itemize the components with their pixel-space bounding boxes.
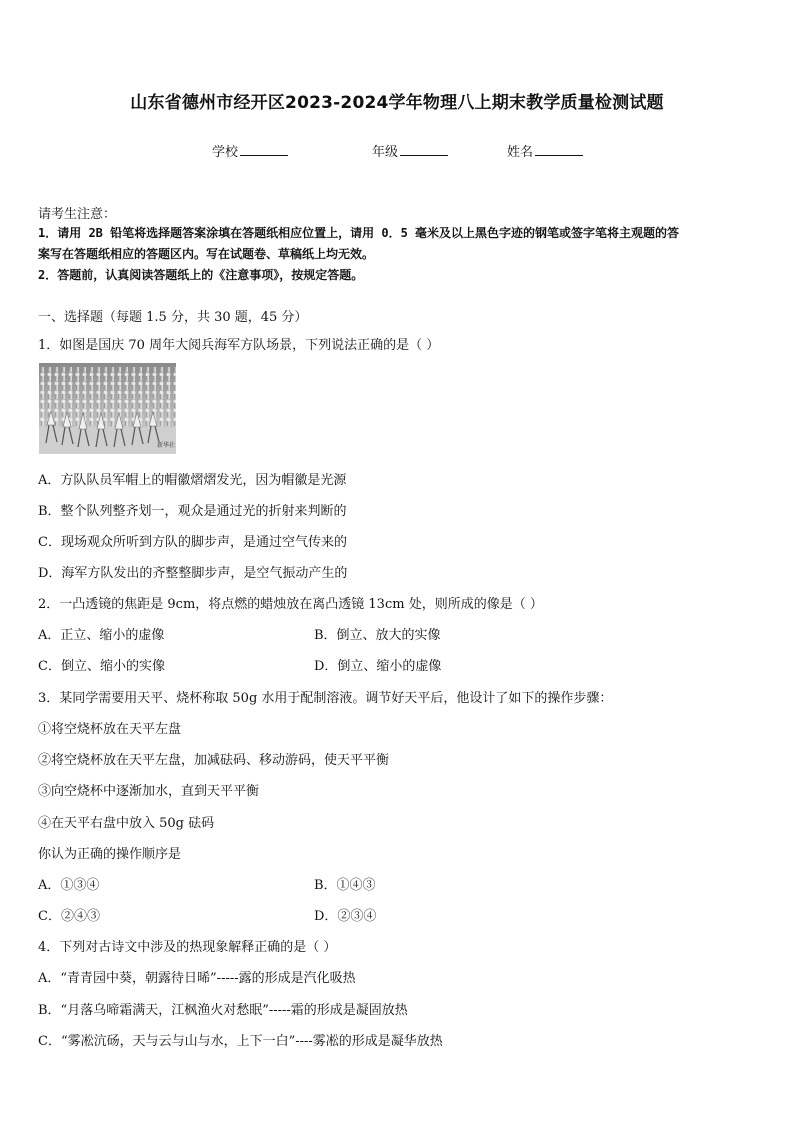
q3-stem: 3．某同学需要用天平、烧杯称取 50g 水用于配制溶液。调节好天平后，他设计了如下的操作步骤： — [38, 691, 613, 706]
school-blank[interactable] — [240, 142, 288, 156]
q4-stem: 4．下列对古诗文中涉及的热现象解释正确的是（ ） — [38, 940, 337, 955]
q4-option-c[interactable]: C．“雾凇沆砀，天与云与山与水，上下一白”----雾凇的形成是凝华放热 — [38, 1034, 443, 1049]
name-blank[interactable] — [535, 142, 583, 156]
notice-line-1a: 1．请用 2B 铅笔将选择题答案涂填在答题纸相应位置上，请用 0．5 毫米及以上黑色字迹的钢笔或签字笔将主观题的答 — [38, 226, 680, 240]
parade-image — [39, 363, 176, 454]
q3-option-d[interactable]: D．②③④ — [314, 909, 377, 924]
q1-option-c[interactable]: C．现场观众所听到方队的脚步声，是通过空气传来的 — [38, 535, 347, 550]
q1-option-a[interactable]: A．方队队员军帽上的帽徽熠熠发光，因为帽徽是光源 — [38, 473, 347, 488]
grade-field[interactable] — [372, 141, 448, 160]
notice-heading: 请考生注意： — [38, 207, 117, 222]
q2-option-c[interactable]: C．倒立、缩小的实像 — [38, 659, 165, 674]
photo-caption: 新华社 — [157, 442, 176, 449]
school-field[interactable] — [212, 141, 288, 160]
q3-option-c[interactable]: C．②④③ — [38, 909, 100, 924]
name-label: 姓名 — [507, 145, 534, 160]
q3-step-4: ④在天平右盘中放入 50g 砝码 — [38, 816, 215, 831]
q1-option-d[interactable]: D．海军方队发出的齐整整脚步声，是空气振动产生的 — [38, 566, 348, 581]
q4-option-a[interactable]: A．“青青园中葵，朝露待日晞”-----露的形成是汽化吸热 — [38, 971, 356, 986]
q1-stem: 1．如图是国庆 70 周年大阅兵海军方队场景，下列说法正确的是（ ） — [38, 338, 440, 353]
q2-option-a[interactable]: A．正立、缩小的虚像 — [38, 628, 165, 643]
q3-step-2: ②将空烧杯放在天平左盘，加减砝码、移动游码，使天平平衡 — [38, 753, 390, 768]
notice-line-1b: 案写在答题纸相应的答题区内。写在试题卷、草稿纸上均无效。 — [38, 247, 375, 261]
q2-stem: 2．一凸透镜的焦距是 9cm，将点燃的蜡烛放在离凸透镜 13cm 处，则所成的像是（ ） — [38, 597, 543, 612]
section-heading: 一、选择题（每题 1.5 分，共 30 题，45 分） — [38, 310, 308, 325]
q1-photo — [39, 363, 176, 454]
page-title: 山东省德州市经开区2023-2024学年物理八上期末教学质量检测试题 — [130, 93, 664, 113]
q3-step-3: ③向空烧杯中逐渐加水，直到天平平衡 — [38, 784, 260, 799]
school-label: 学校 — [212, 145, 239, 160]
grade-blank[interactable] — [400, 142, 448, 156]
q3-option-a[interactable]: A．①③④ — [38, 878, 100, 893]
q4-option-b[interactable]: B．“月落乌啼霜满天，江枫渔火对愁眠”-----霜的形成是凝固放热 — [38, 1003, 408, 1018]
q3-step-1: ①将空烧杯放在天平左盘 — [38, 722, 182, 737]
q3-ask: 你认为正确的操作顺序是 — [38, 847, 182, 862]
q2-option-b[interactable]: B．倒立、放大的实像 — [314, 628, 441, 643]
q3-option-b[interactable]: B．①④③ — [314, 878, 376, 893]
q1-option-b[interactable]: B．整个队列整齐划一，观众是通过光的折射来判断的 — [38, 504, 347, 519]
name-field[interactable] — [507, 141, 583, 160]
notice-line-2: 2．答题前，认真阅读答题纸上的《注意事项》，按规定答题。 — [38, 268, 364, 282]
grade-label: 年级 — [372, 145, 399, 160]
q2-option-d[interactable]: D．倒立、缩小的虚像 — [314, 659, 442, 674]
